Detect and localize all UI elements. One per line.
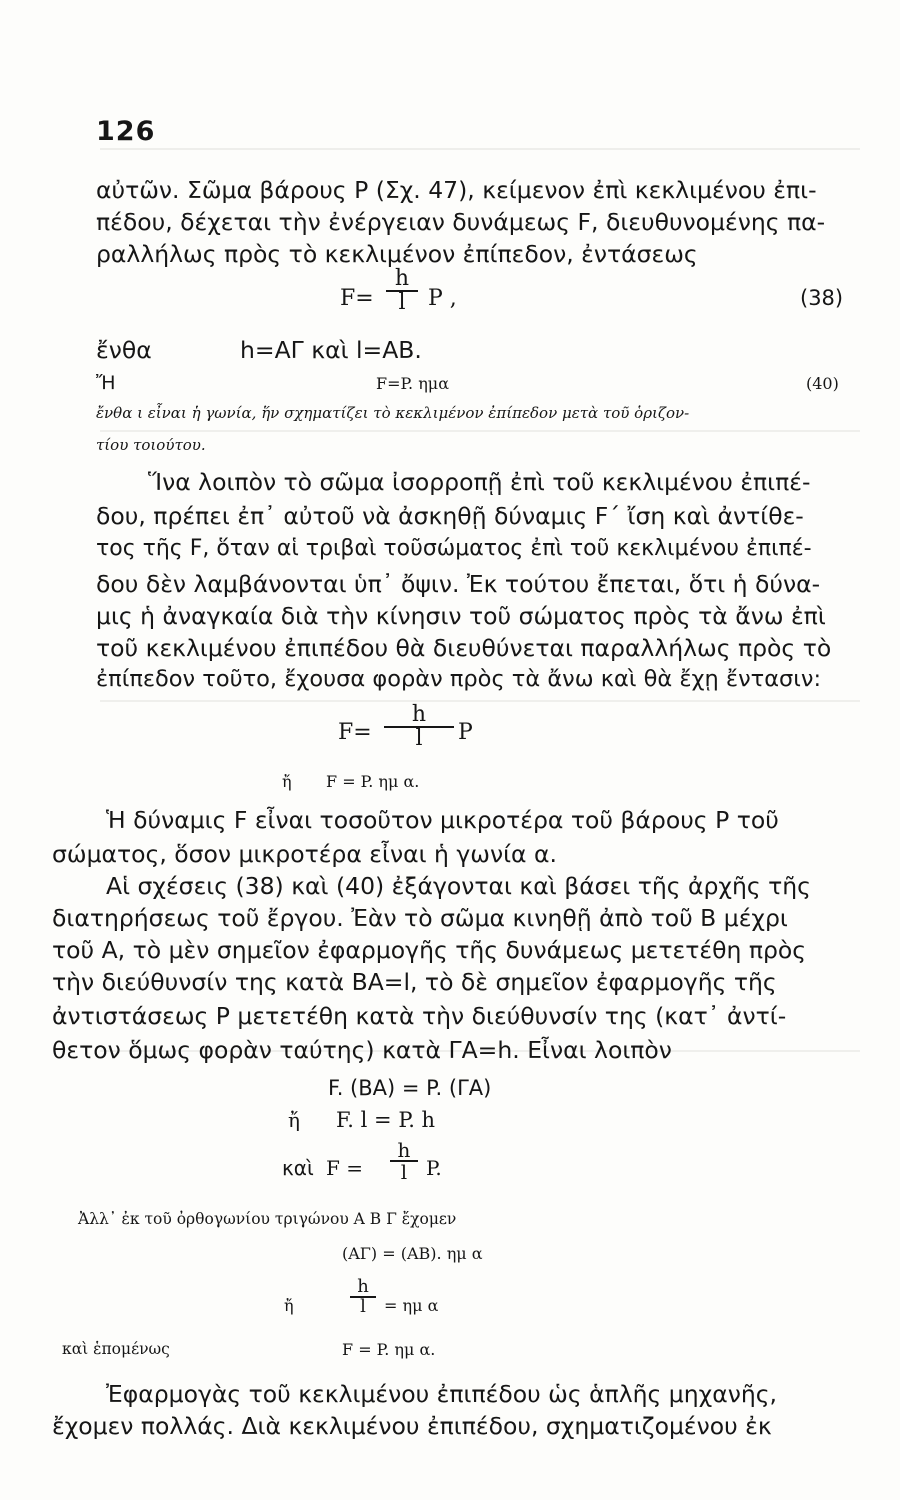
text-line: τος τῆς F, ὅταν αἱ τριβαὶ τοῦσώματος ἐπὶ τοῦ κεκλιμένου ἐπιπέ- [96, 536, 812, 561]
equation-force-lhs: F= [338, 720, 372, 745]
ratio-equation-lead: ἤ [284, 1296, 294, 1315]
fraction-denominator: l [400, 1160, 408, 1184]
small-print-line: Ἀλλ᾽ ἐκ τοῦ ὀρθογωνίου τριγώνου Α Β Γ ἔχομεν [78, 1210, 457, 1228]
ratio-equation-fraction [350, 1278, 376, 1316]
text-line: ἐπίπεδον τοῦτο, ἔχουσα φορὰν πρὸς τὰ ἄνω καὶ θὰ ἔχῃ ἔντασιν: [96, 666, 822, 692]
where-word: ἔνθα [96, 336, 152, 364]
text-line [96, 176, 844, 204]
work-equation-3-lead: καὶ [282, 1156, 314, 1180]
fraction-denominator: l [415, 726, 423, 751]
fraction-numerator: h [394, 266, 410, 291]
fraction-denominator: l [360, 1296, 366, 1317]
equation-40-label: (40) [806, 374, 839, 393]
text-line: σώματος, ὅσον μικροτέρα εἶναι ἡ γωνία α. [52, 840, 557, 868]
ratio-equation-rhs: = ημ α [384, 1296, 439, 1315]
fraction-numerator: h [411, 702, 427, 727]
text-line: Ἵνα λοιπὸν τὸ σῶμα ἰσορροπῇ ἐπὶ τοῦ κεκλιμένου ἐπιπέ- [148, 468, 811, 496]
equation-force-rhs: P [458, 720, 473, 745]
work-equation-3-rhs: P. [426, 1156, 442, 1180]
equation-38-label: (38) [800, 286, 844, 310]
final-equation-lead: καὶ ἑπομένως [62, 1340, 170, 1358]
page-number: 126 [96, 116, 156, 147]
where-definitions: h=ΑΓ καὶ l=ΑΒ. [240, 336, 422, 364]
text-line: πέδου, δέχεται τὴν ἐνέργειαν δυνάμεως F, διευθυνομένης πα- [96, 208, 826, 236]
text-line: τοῦ Α, τὸ μὲν σημεῖον ἐφαρμογῆς τῆς δυνάμεως μετετέθη πρὸς [52, 936, 807, 964]
text-line: δου, πρέπει ἐπ᾽ αὐτοῦ νὰ ἀσκηθῇ δύναμις F΄ ἴση καὶ ἀντίθε- [96, 502, 804, 530]
fraction-denominator: l [398, 290, 406, 315]
text-line: Ἡ δύναμις F εἶναι τοσοῦτον μικροτέρα τοῦ βάρους P τοῦ [106, 806, 779, 834]
equation-38-lhs: F= [340, 286, 374, 311]
equation-38-rhs: P , [428, 286, 457, 311]
text-line: τοῦ κεκλιμένου ἐπιπέδου θὰ διευθύνεται παραλλήλως πρὸς τὸ [96, 634, 832, 662]
fraction-numerator: h [397, 1138, 411, 1162]
text-line: τὴν διεύθυνσίν της κατὰ ΒΑ=l, τὸ δὲ σημεῖον ἐφαρμογῆς τῆς [52, 968, 777, 996]
final-equation: F = P. ημ α. [342, 1340, 436, 1359]
small-print-line: τίου τοιούτου. [96, 436, 206, 454]
equation-40-lead: Ἤ [96, 372, 116, 394]
equation-force-fraction [384, 704, 454, 750]
text-line: Αἱ σχέσεις (38) καὶ (40) ἐξάγονται καὶ βάσει τῆς ἀρχῆς τῆς [106, 872, 811, 900]
text-line: μις ἡ ἀναγκαία διὰ τὴν κίνησιν τοῦ σώματος πρὸς τὰ ἄνω ἐπὶ [96, 602, 826, 630]
triangle-equation: (ΑΓ) = (ΑΒ). ημ α [342, 1244, 483, 1263]
text-line: ἀντιστάσεως P μετετέθη κατὰ τὴν διεύθυνσίν της (κατ᾽ ἀντί- [52, 1002, 787, 1030]
text-line: Ἐφαρμογὰς τοῦ κεκλιμένου ἐπιπέδου ὡς ἁπλῆς μηχανῆς, [106, 1380, 778, 1408]
small-print-line: ἔνθα ι εἶναι ἡ γωνία, ἥν σχηματίζει τὸ κεκλιμένον ἐπίπεδον μετὰ τοῦ ὁριζον- [96, 404, 690, 422]
text-line: δου δὲν λαμβάνονται ὑπ᾽ ὄψιν. Ἐκ τούτου ἔπεται, ὅτι ἡ δύνα- [96, 570, 821, 598]
equation-40: F=P. ημα [376, 374, 449, 393]
line-text: αὐτῶν. Σῶμα βάρους P (Σχ. 47), κείμενον ἐπὶ κεκλιμένου ἐπι- [96, 176, 817, 204]
equation-38-fraction [386, 268, 418, 314]
text-line: ραλλήλως πρὸς τὸ κεκλιμένον ἐπίπεδον, ἐντάσεως [96, 240, 698, 268]
text-line: θετον ὅμως φορὰν ταύτης) κατὰ ΓΑ=h. Εἶναι λοιπὸν [52, 1036, 672, 1064]
work-equation-3-fraction [390, 1140, 418, 1182]
equation-alt: F = P. ημ α. [326, 772, 420, 791]
work-equation-1: F. (ΒΑ) = P. (ΓΑ) [328, 1076, 492, 1100]
work-equation-2-lead: ἤ [288, 1108, 300, 1132]
text-line: ἔχομεν πολλάς. Διὰ κεκλιμένου ἐπιπέδου, σχηματιζομένου ἐκ [52, 1412, 772, 1440]
work-equation-2: F. l = P. h [336, 1108, 436, 1132]
work-equation-3-lhs: F = [326, 1156, 363, 1180]
text-line: διατηρήσεως τοῦ ἔργου. Ἐὰν τὸ σῶμα κινηθῇ ἀπὸ τοῦ Β μέχρι [52, 904, 788, 932]
fraction-numerator: h [357, 1276, 369, 1297]
equation-alt-lead: ἤ [282, 772, 292, 791]
